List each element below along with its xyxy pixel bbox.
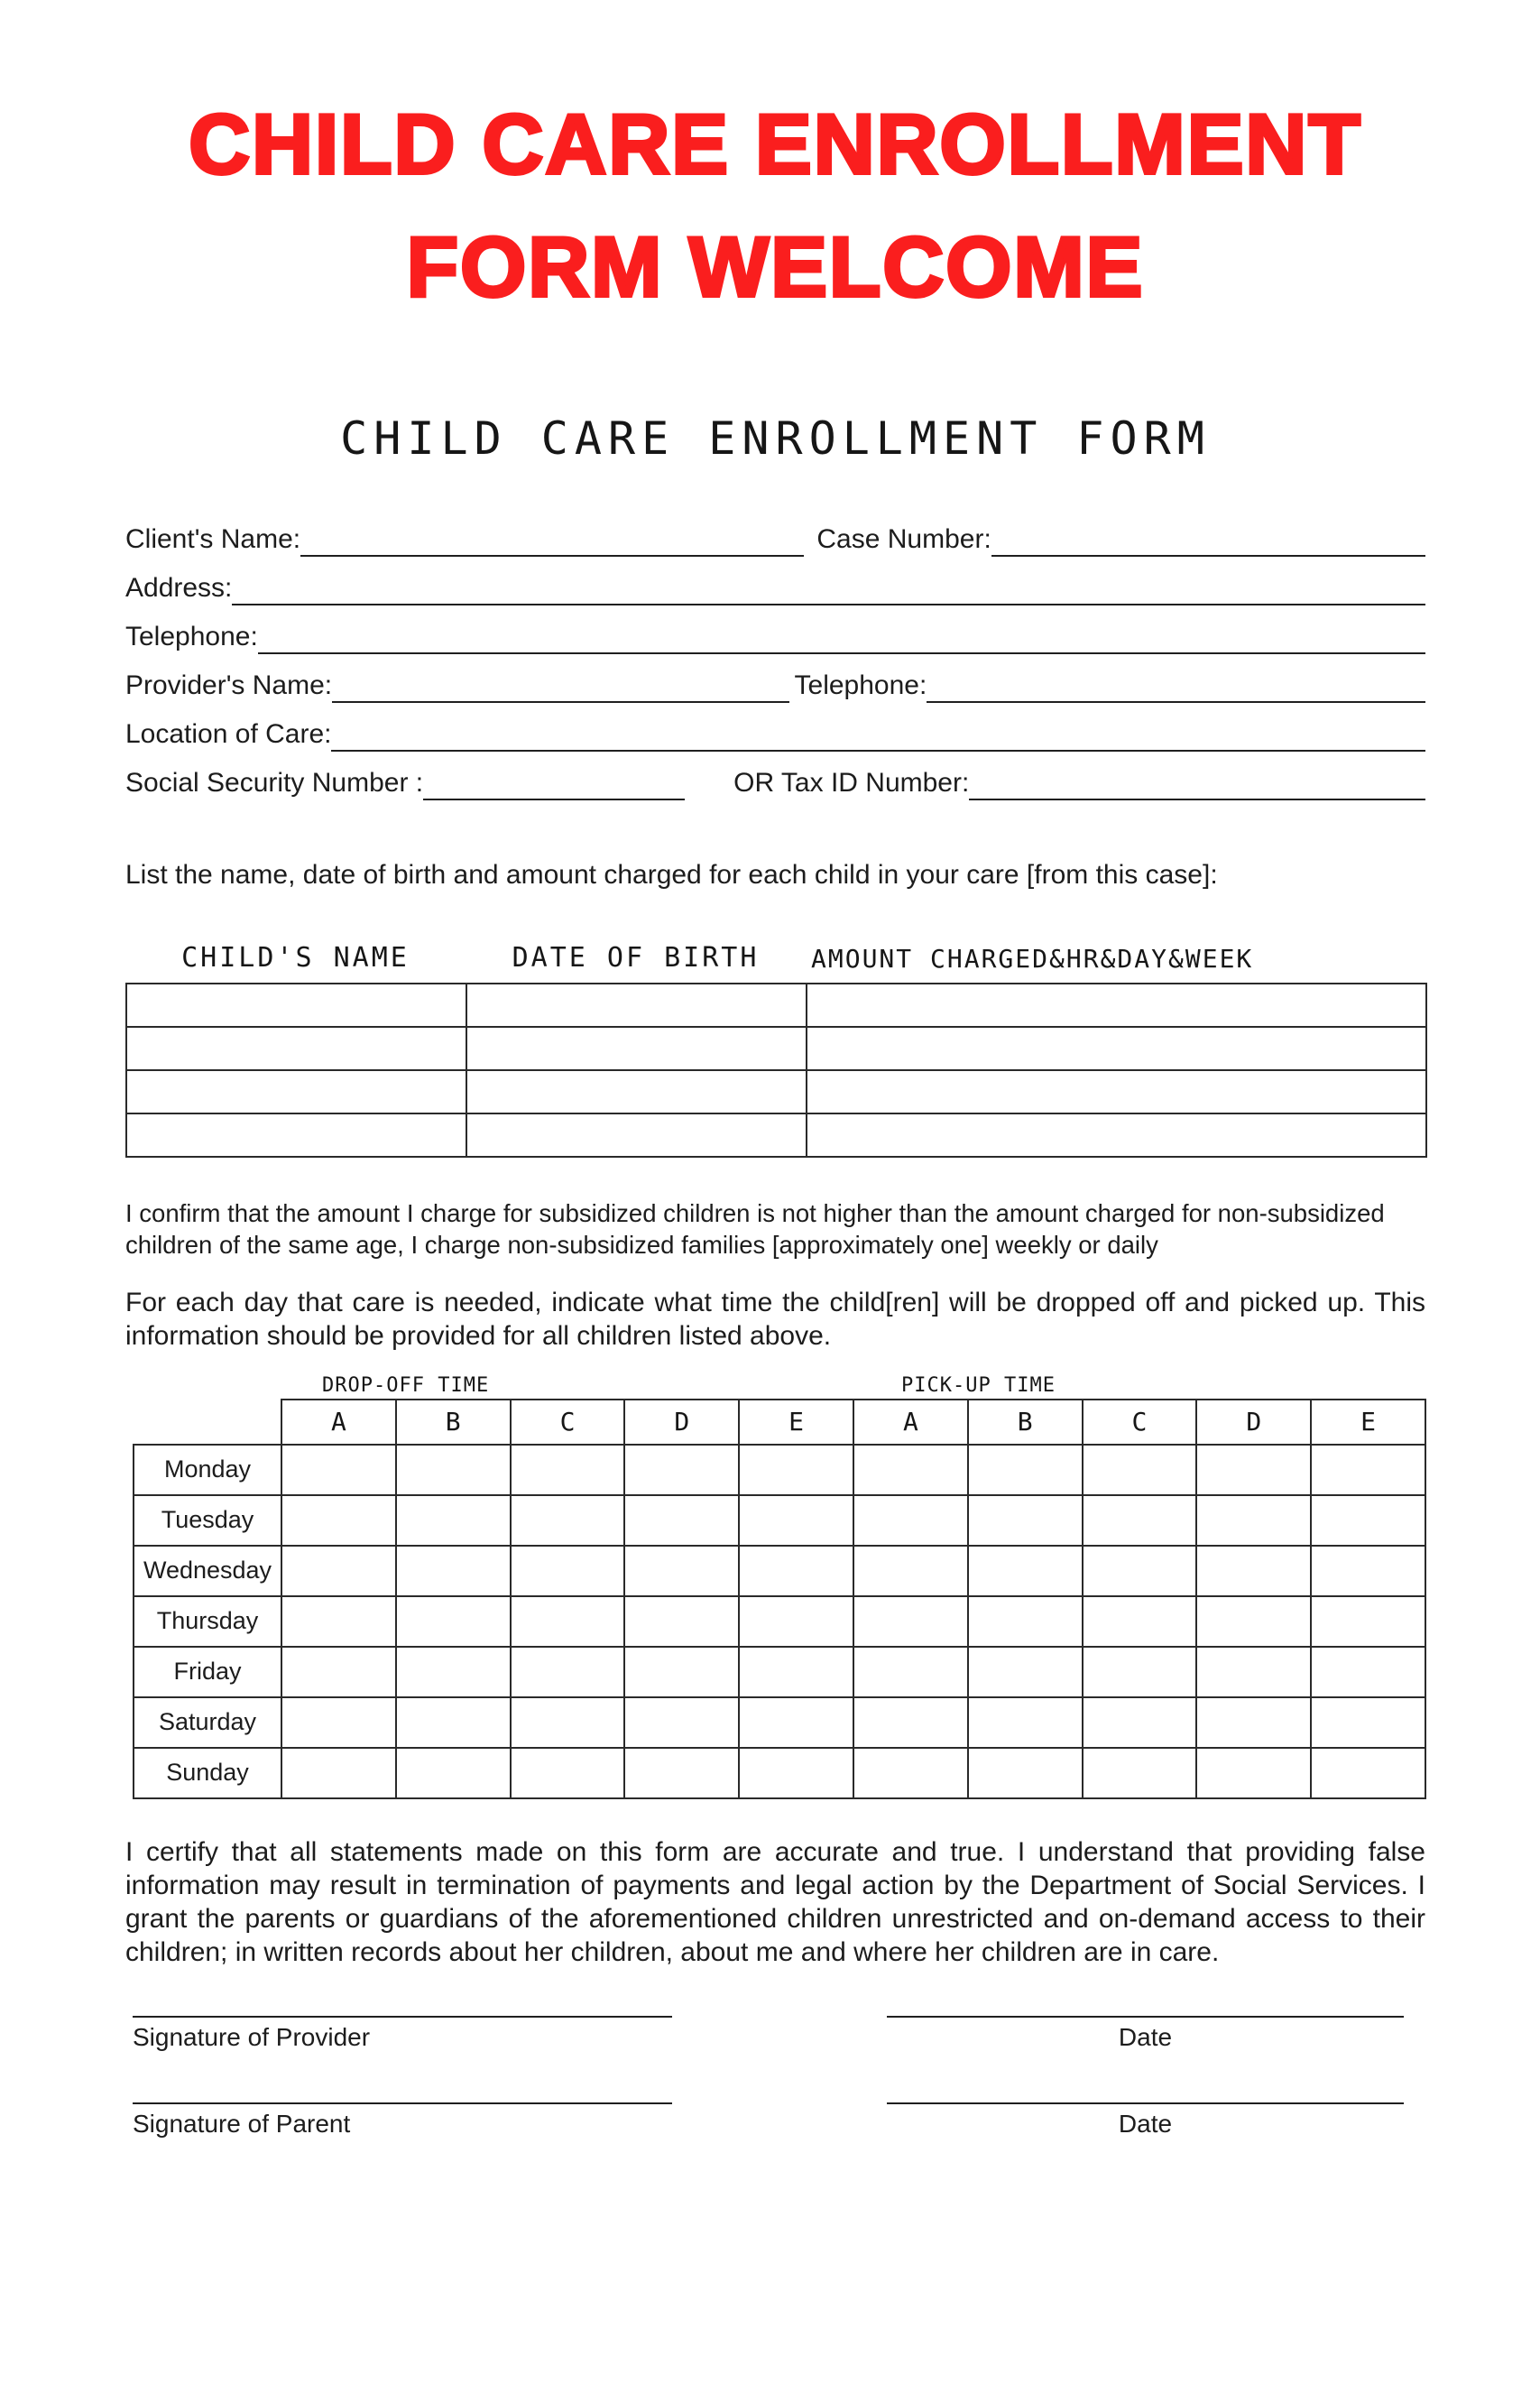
child-amount-cell: [807, 1113, 1426, 1157]
certify-statement: I certify that all statements made on this form are accurate and true. I understand that providing false information may result in termination of payments and legal action by the Department of Social Services. I grant the parents or guardians of the aforementioned children unrestricted and on-demand access to their children; in written records about her children, about me and where her children are in care.: [125, 1836, 1425, 1968]
time-slot-cell: [1196, 1748, 1311, 1798]
address-line: [232, 569, 1425, 605]
time-slot-cell: [396, 1748, 511, 1798]
day-label-thursday: Thursday: [134, 1596, 281, 1647]
schedule-corner-spacer: [134, 1400, 281, 1445]
pickup-col-b: B: [968, 1400, 1083, 1445]
child-dob-cell: [466, 1070, 807, 1113]
child-name-cell: [126, 1027, 466, 1070]
time-slot-cell: [281, 1546, 396, 1596]
location-of-care-line: [331, 716, 1425, 752]
time-slot-cell: [1083, 1445, 1197, 1495]
schedule-instruction: For each day that care is needed, indicate what time the child[ren] will be dropped off and picked up. This information should be provided for all children listed above.: [125, 1288, 1425, 1352]
schedule-time-labels: [125, 1370, 1425, 1399]
children-table-row: [126, 1027, 1426, 1070]
document-page: [0, 83, 1540, 2393]
time-slot-cell: [281, 1495, 396, 1546]
provider-date-label: Date: [887, 2016, 1404, 2052]
time-slot-cell: [511, 1647, 625, 1697]
time-slot-cell: [968, 1445, 1083, 1495]
form-title: CHILD CARE ENROLLMENT FORM: [340, 411, 1211, 465]
day-label-wednesday: Wednesday: [134, 1546, 281, 1596]
time-slot-cell: [396, 1647, 511, 1697]
time-slot-cell: [396, 1445, 511, 1495]
time-slot-cell: [968, 1647, 1083, 1697]
day-label-monday: Monday: [134, 1445, 281, 1495]
time-slot-cell: [1196, 1596, 1311, 1647]
time-slot-cell: [853, 1495, 968, 1546]
parent-signature-label: Signature of Parent: [133, 2102, 672, 2139]
client-name-label: Client's Name:: [125, 523, 301, 554]
telephone-label: Telephone:: [125, 621, 258, 651]
parent-signature-row: [133, 2102, 1404, 2139]
pickup-col-d: D: [1196, 1400, 1311, 1445]
amount-charged-header: AMOUNT CHARGED&HR&DAY&WEEK: [811, 943, 1254, 974]
time-slot-cell: [968, 1748, 1083, 1798]
child-dob-cell: [466, 984, 807, 1027]
time-slot-cell: [739, 1697, 853, 1748]
time-slot-cell: [624, 1647, 739, 1697]
time-slot-cell: [511, 1445, 625, 1495]
time-slot-cell: [853, 1546, 968, 1596]
pickup-col-a: A: [853, 1400, 968, 1445]
time-slot-cell: [968, 1546, 1083, 1596]
time-slot-cell: [739, 1748, 853, 1798]
telephone-row: [125, 618, 1425, 654]
time-slot-cell: [511, 1596, 625, 1647]
children-table-row: [126, 984, 1426, 1027]
time-slot-cell: [739, 1495, 853, 1546]
provider-telephone-label: Telephone:: [794, 670, 927, 700]
case-number-label: Case Number:: [816, 523, 991, 554]
time-slot-cell: [1083, 1647, 1197, 1697]
time-slot-cell: [281, 1596, 396, 1647]
provider-name-label: Provider's Name:: [125, 670, 333, 700]
day-label-saturday: Saturday: [134, 1697, 281, 1748]
pickup-col-e: E: [1311, 1400, 1425, 1445]
day-label-friday: Friday: [134, 1647, 281, 1697]
children-table: [125, 983, 1427, 1158]
time-slot-cell: [511, 1495, 625, 1546]
location-row: [125, 716, 1425, 752]
time-slot-cell: [1311, 1596, 1425, 1647]
time-slot-cell: [853, 1697, 968, 1748]
title-line-1: CHILD CARE ENROLLMENT: [189, 97, 1362, 191]
time-slot-cell: [968, 1495, 1083, 1546]
tax-id-line: [969, 764, 1425, 800]
provider-name-line: [332, 667, 788, 703]
child-name-cell: [126, 1070, 466, 1113]
time-slot-cell: [396, 1697, 511, 1748]
time-slot-cell: [739, 1596, 853, 1647]
time-slot-cell: [396, 1495, 511, 1546]
time-slot-cell: [511, 1748, 625, 1798]
provider-signature-label: Signature of Provider: [133, 2016, 672, 2052]
time-slot-cell: [624, 1546, 739, 1596]
time-slot-cell: [1196, 1546, 1311, 1596]
time-slot-cell: [1196, 1495, 1311, 1546]
time-slot-cell: [281, 1748, 396, 1798]
client-name-line: [300, 521, 804, 557]
schedule-row-wednesday: [134, 1546, 1425, 1596]
time-slot-cell: [1083, 1748, 1197, 1798]
time-slot-cell: [739, 1546, 853, 1596]
provider-row: [125, 667, 1425, 703]
page-title: [125, 83, 1425, 329]
child-amount-cell: [807, 1070, 1426, 1113]
time-slot-cell: [1311, 1495, 1425, 1546]
child-amount-cell: [807, 1027, 1426, 1070]
signature-section: [125, 2016, 1425, 2139]
children-table-header: [125, 942, 1425, 974]
time-slot-cell: [281, 1445, 396, 1495]
time-slot-cell: [1311, 1546, 1425, 1596]
schedule-row-sunday: [134, 1748, 1425, 1798]
time-slot-cell: [1311, 1647, 1425, 1697]
time-slot-cell: [281, 1647, 396, 1697]
time-slot-cell: [1196, 1445, 1311, 1495]
title-line-2: FORM WELCOME: [406, 219, 1145, 315]
client-case-row: [125, 521, 1425, 557]
drop-off-time-label: DROP-OFF TIME: [322, 1373, 490, 1397]
time-slot-cell: [511, 1546, 625, 1596]
child-name-cell: [126, 984, 466, 1027]
time-slot-cell: [624, 1495, 739, 1546]
schedule-header-row: [134, 1400, 1425, 1445]
schedule-table: [133, 1399, 1426, 1799]
time-slot-cell: [624, 1697, 739, 1748]
time-slot-cell: [1083, 1596, 1197, 1647]
time-slot-cell: [853, 1596, 968, 1647]
parent-date-label: Date: [887, 2102, 1404, 2139]
time-slot-cell: [739, 1445, 853, 1495]
address-row: [125, 569, 1425, 605]
pick-up-time-label: PICK-UP TIME: [901, 1373, 1056, 1397]
confirm-amount-statement: I confirm that the amount I charge for subsidized children is not higher than the amount charged for non-subsidized children of the same age, I charge non-subsidized families [approximately one] weekly or daily: [125, 1198, 1385, 1259]
time-slot-cell: [624, 1748, 739, 1798]
child-amount-cell: [807, 984, 1426, 1027]
time-slot-cell: [853, 1445, 968, 1495]
provider-signature-row: [133, 2016, 1404, 2052]
ssn-taxid-row: [125, 764, 1425, 800]
time-slot-cell: [1196, 1697, 1311, 1748]
dropoff-col-e: E: [739, 1400, 853, 1445]
time-slot-cell: [853, 1647, 968, 1697]
time-slot-cell: [624, 1596, 739, 1647]
time-slot-cell: [624, 1445, 739, 1495]
childs-name-header: CHILD'S NAME: [181, 941, 410, 974]
time-slot-cell: [1311, 1748, 1425, 1798]
address-label: Address:: [125, 572, 233, 603]
child-dob-cell: [466, 1113, 807, 1157]
child-name-cell: [126, 1113, 466, 1157]
schedule-row-monday: [134, 1445, 1425, 1495]
time-slot-cell: [281, 1697, 396, 1748]
time-slot-cell: [1196, 1647, 1311, 1697]
telephone-line: [258, 618, 1425, 654]
time-slot-cell: [1083, 1495, 1197, 1546]
children-table-row: [126, 1113, 1426, 1157]
child-dob-cell: [466, 1027, 807, 1070]
case-number-line: [991, 521, 1425, 557]
time-slot-cell: [1311, 1445, 1425, 1495]
time-slot-cell: [1311, 1697, 1425, 1748]
time-slot-cell: [968, 1697, 1083, 1748]
ssn-label: Social Security Number :: [125, 767, 424, 798]
time-slot-cell: [511, 1697, 625, 1748]
provider-telephone-line: [927, 667, 1425, 703]
schedule-row-tuesday: [134, 1495, 1425, 1546]
schedule-row-thursday: [134, 1596, 1425, 1647]
date-of-birth-header: DATE OF BIRTH: [512, 941, 760, 974]
day-label-sunday: Sunday: [134, 1748, 281, 1798]
dropoff-col-c: C: [511, 1400, 625, 1445]
time-slot-cell: [1083, 1697, 1197, 1748]
time-slot-cell: [968, 1596, 1083, 1647]
time-slot-cell: [739, 1647, 853, 1697]
time-slot-cell: [396, 1546, 511, 1596]
ssn-line: [423, 764, 685, 800]
dropoff-col-b: B: [396, 1400, 511, 1445]
contact-fields-section: [125, 521, 1425, 800]
day-label-tuesday: Tuesday: [134, 1495, 281, 1546]
location-of-care-label: Location of Care:: [125, 718, 332, 749]
dropoff-col-a: A: [281, 1400, 396, 1445]
pickup-col-c: C: [1083, 1400, 1197, 1445]
time-slot-cell: [396, 1596, 511, 1647]
dropoff-col-d: D: [624, 1400, 739, 1445]
schedule-row-friday: [134, 1647, 1425, 1697]
children-table-row: [126, 1070, 1426, 1113]
schedule-row-saturday: [134, 1697, 1425, 1748]
time-slot-cell: [853, 1748, 968, 1798]
tax-id-label: OR Tax ID Number:: [733, 767, 970, 798]
time-slot-cell: [1083, 1546, 1197, 1596]
list-children-instruction: List the name, date of birth and amount charged for each child in your care [from this case]:: [125, 859, 1218, 890]
